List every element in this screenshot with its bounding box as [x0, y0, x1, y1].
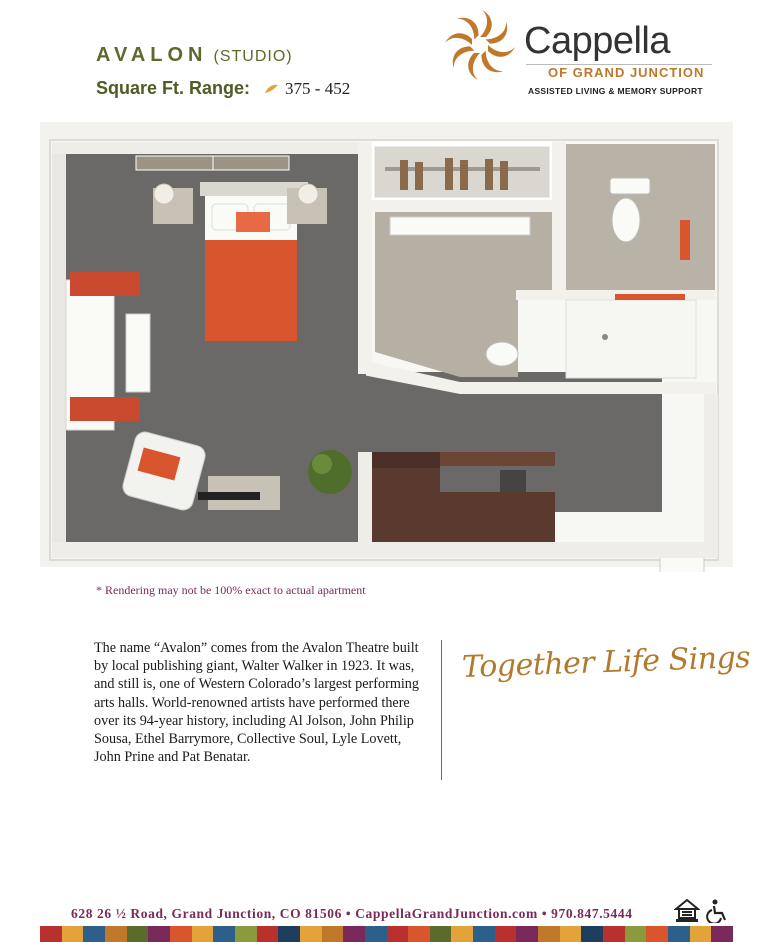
leaf-icon [264, 84, 279, 94]
color-strip-segment [148, 926, 170, 942]
floor-plan-rendering [40, 112, 733, 572]
avalon-story: The name “Avalon” comes from the Avalon Theatre built by local publishing giant, Walter Walker in 1923. It was, and still is, one of Western Colorado’s largest performing arts halls. World-renowned artists have performed there over its 94-year history, including Al Jolson, John Philip Sousa, Ethel Barrymore, Collective Soul, Lyle Lovett, John Prine and Pat Benatar. [94, 640, 419, 766]
color-strip-segment [343, 926, 365, 942]
color-strip-segment [451, 926, 473, 942]
equal-housing-opportunity-icon [674, 897, 700, 923]
color-strip-segment [127, 926, 149, 942]
color-strip-segment [625, 926, 647, 942]
logo-location: OF GRAND JUNCTION [548, 65, 705, 80]
sqft-label: Square Ft. Range: [96, 78, 251, 98]
color-strip-segment [690, 926, 712, 942]
contact-info: 628 26 ½ Road, Grand Junction, CO 81506 • CappellaGrandJunction.com • 970.847.5444 [71, 906, 633, 921]
square-footage [96, 78, 350, 99]
color-strip-segment [603, 926, 625, 942]
color-strip-segment [235, 926, 257, 942]
color-strip-segment [430, 926, 452, 942]
color-strip-segment [257, 926, 279, 942]
color-strip-segment [192, 926, 214, 942]
color-strip-segment [387, 926, 409, 942]
color-strip-segment [646, 926, 668, 942]
color-strip-segment [105, 926, 127, 942]
color-strip-segment [560, 926, 582, 942]
rendering-disclaimer: * Rendering may not be 100% exact to actual apartment [96, 583, 366, 597]
color-strip-segment [711, 926, 733, 942]
color-strip-segment [581, 926, 603, 942]
color-strip-segment [170, 926, 192, 942]
wheelchair-accessible-icon [706, 899, 728, 923]
vertical-divider [441, 640, 442, 780]
color-strip-segment [278, 926, 300, 942]
logo-name: Cappella [524, 20, 670, 62]
color-strip-segment [300, 926, 322, 942]
decorative-color-strip [40, 926, 733, 942]
color-strip-segment [473, 926, 495, 942]
color-strip-segment [213, 926, 235, 942]
slogan: Together Life Sings [461, 639, 751, 686]
color-strip-segment [62, 926, 84, 942]
color-strip-segment [408, 926, 430, 942]
apartment-title [96, 44, 293, 67]
color-strip-segment [495, 926, 517, 942]
logo-tagline: ASSISTED LIVING & MEMORY SUPPORT [528, 86, 703, 96]
sqft-value: 375 - 452 [285, 78, 351, 98]
apartment-name: AVALON [96, 44, 208, 66]
apartment-type: (STUDIO) [213, 48, 293, 65]
cappella-sun-icon [443, 8, 517, 82]
color-strip-segment [365, 926, 387, 942]
color-strip-segment [83, 926, 105, 942]
color-strip-segment [40, 926, 62, 942]
color-strip-segment [668, 926, 690, 942]
color-strip-segment [322, 926, 344, 942]
color-strip-segment [516, 926, 538, 942]
color-strip-segment [538, 926, 560, 942]
